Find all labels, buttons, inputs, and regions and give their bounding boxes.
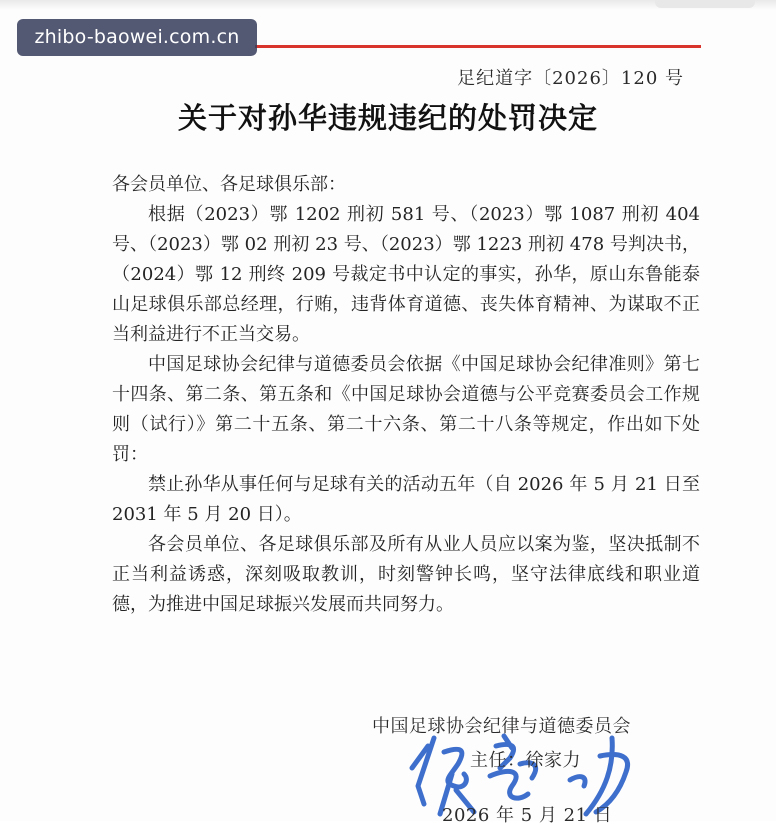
document-title: 关于对孙华违规违纪的处罚决定 [177,101,598,135]
signature-organization: 中国足球协会纪律与道德委员会 [372,716,631,737]
signature-date: 2026 年 5 月 21 日 [442,805,613,826]
paragraph-warning: 各会员单位、各足球俱乐部及所有从业人员应以案为鉴，坚决抵制不正当利益诱惑，深刻吸取教训，时刻警钟长鸣，坚守法律底线和职业道德，为推进中国足球振兴发展而共同努力。 [112,534,700,615]
document-body [112,170,700,620]
paragraph-facts: 根据（2023）鄂 1202 刑初 581 号、（2023）鄂 1087 刑初 404 号、（2023）鄂 02 刑初 23 号、（2023）鄂 1223 刑初 478 号判决书，（2024）鄂 12 刑终 209 号裁定书中认定的事实，孙华，原山东鲁能泰山足球俱乐部总经理，行贿，违背体育道德、丧失体育精神、为谋取不正当利益进行不正当交易。 [112,204,700,345]
site-watermark: zhibo-baowei.com.cn [17,19,257,56]
page-top-edge [655,0,755,8]
paragraph-basis: 中国足球协会纪律与道德委员会依据《中国足球协会纪律准则》第七十四条、第二条、第五条和《中国足球协会道德与公平竞赛委员会工作规则（试行）》第二十五条、第二十六条、第二十八条等规定，作出如下处罚： [112,354,700,465]
signature-chair: 主任：徐家力 [470,750,581,771]
red-header-rule [255,45,701,48]
salutation: 各会员单位、各足球俱乐部： [112,174,346,195]
document-number: 足纪道字〔2026〕120 号 [457,68,684,89]
paragraph-penalty: 禁止孙华从事任何与足球有关的活动五年（自 2026 年 5 月 21 日至 2031 年 5 月 20 日）。 [112,474,700,525]
